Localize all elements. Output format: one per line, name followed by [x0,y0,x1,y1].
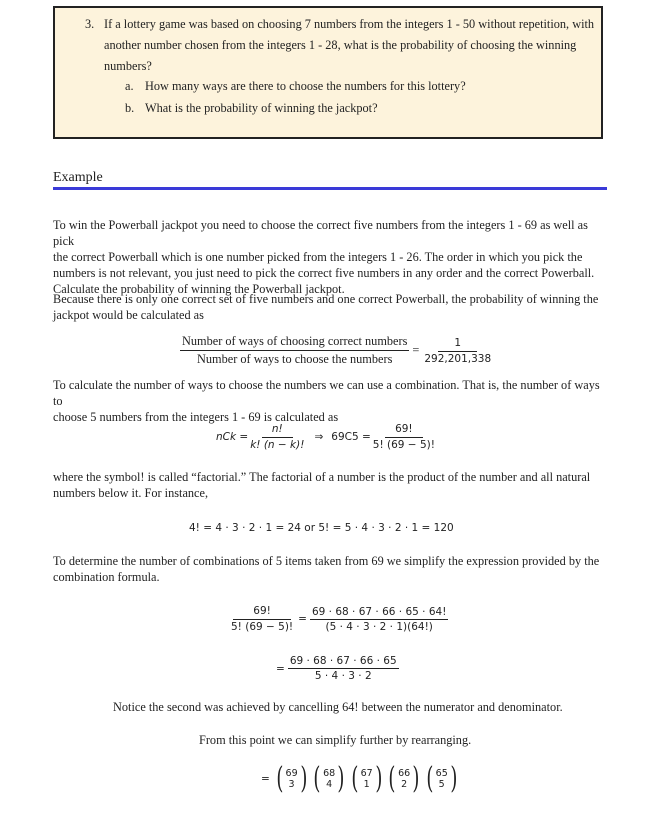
paragraph-3 [53,377,608,425]
equals-sign: = [276,662,285,675]
left-paren: ( [276,761,284,796]
fraction [288,655,399,682]
equals-sign: = [412,343,420,357]
binomial-top: 67 [360,768,373,779]
question-line-2: another number chosen from the integers 1 - 28, what is the probability of choosing the winning [104,38,577,52]
combination-symbol: nCk = [216,431,249,443]
fraction-denominator: Number of ways to choose the numbers [197,352,393,366]
sub-question-b: What is the probability of winning the jackpot? [145,101,378,115]
right-paren: ) [299,761,307,796]
text-line: Calculate the probability of winning the Powerball jackpot. [53,282,345,296]
fraction-denominator: k! (n − k)! [250,439,305,451]
sub-question-a: How many ways are there to choose the numbers for this lottery? [145,79,466,93]
fraction-numerator: 69 · 68 · 67 · 66 · 65 [289,655,397,667]
text-line: Because there is only one correct set of five numbers and one correct Powerball, the probability of winning the [53,292,599,306]
fraction-numerator: Number of ways of choosing correct numbers [180,334,409,351]
question-number: 3. [85,17,95,31]
simplification-step-1 [229,605,448,633]
binomial-row [273,761,461,796]
paragraph-5 [53,553,608,585]
fraction-denominator: 292,201,338 [424,352,492,365]
right-paren: ) [375,761,383,796]
section-heading: Example [53,170,103,185]
binomial-stack [436,768,448,790]
left-paren: ( [426,761,434,796]
right-paren: ) [412,761,420,796]
question-line-3: numbers? [104,59,152,73]
text-line: the correct Powerball which is one number picked from the integers 1 - 26. The order in which you pick the [53,250,583,264]
text-line: To determine the number of combinations of 5 items taken from 69 we simplify the expression provided by the [53,554,600,568]
sub-question-a-label: a. [125,79,134,93]
fraction [229,605,295,633]
text-line: where the symbol! is called “factorial.” The factorial of a number is the product of the number and all natural [53,470,591,484]
note-2: From this point we can simplify further by rearranging. [199,733,472,747]
binomial-bottom: 5 [438,779,445,790]
text-line: jackpot would be calculated as [53,308,204,322]
text-line: To win the Powerball jackpot you need to choose the correct five numbers from the integers 1 - 69 as well as pick [53,218,588,248]
combination-formula [216,423,437,451]
paragraph-4 [53,469,608,501]
fraction-denominator: 5! (69 − 5)! [372,439,435,451]
text-line: numbers below it. For instance, [53,486,209,500]
fraction-numerator: 1 [438,337,477,352]
equals-sign: = [298,613,307,625]
binomial-bottom: 2 [401,779,408,790]
paragraph-1 [53,217,608,297]
fraction [310,606,448,633]
binomial-top: 66 [398,768,411,779]
question-line-1: If a lottery game was based on choosing 7 numbers from the integers 1 - 50 without repetition, with [104,17,595,31]
heading-rule [53,187,607,190]
binomial-stack [323,768,335,790]
fraction [422,337,493,365]
fraction-numerator: 69! [385,423,423,438]
binomial-product [258,761,460,796]
fraction-numerator: n! [262,423,293,438]
fraction [248,423,306,451]
binomial-coefficient [311,761,347,796]
text-line: To calculate the number of ways to choose the numbers we can use a combination. That is, the number of ways to [53,378,600,408]
note-1: Notice the second was achieved by cancelling 64! between the numerator and denominator. [113,700,563,714]
fraction-denominator: 5! (69 − 5)! [231,621,294,633]
fraction [180,334,409,367]
binomial-stack [398,768,410,790]
probability-equation [180,334,493,367]
fraction-denominator: 5 · 4 · 3 · 2 [314,670,372,682]
binomial-top: 69 [285,768,298,779]
binomial-stack [361,768,373,790]
left-paren: ( [351,761,359,796]
paragraph-2 [53,291,608,323]
fraction-numerator: 69! [233,605,291,620]
fraction [371,423,437,451]
binomial-top: 68 [323,768,336,779]
binomial-coefficient [274,761,310,796]
text-line: numbers is not relevant, you just need to pick the correct five numbers in any order and the correct Powerball. [53,266,595,280]
left-paren: ( [388,761,396,796]
factorial-examples: 4! = 4 · 3 · 2 · 1 = 24 or 5! = 5 · 4 · 3 · 2 · 1 = 120 [189,522,454,534]
equals-sign: = [261,773,270,785]
question-box [53,6,603,139]
combination-symbol: 69C5 = [331,431,371,443]
binomial-coefficient [386,761,422,796]
sub-question-b-label: b. [125,101,135,115]
right-paren: ) [450,761,458,796]
binomial-bottom: 4 [326,779,333,790]
binomial-stack [286,768,298,790]
binomial-coefficient [424,761,460,796]
right-paren: ) [337,761,345,796]
fraction-denominator: (5 · 4 · 3 · 2 · 1)(64!) [325,620,433,633]
left-paren: ( [313,761,321,796]
implies-arrow: ⇒ [314,431,324,443]
text-line: combination formula. [53,570,160,584]
binomial-bottom: 3 [288,779,295,790]
fraction-numerator: 69 · 68 · 67 · 66 · 65 · 64! [311,605,447,618]
binomial-coefficient [349,761,385,796]
simplification-step-2 [273,655,399,682]
text-line: choose 5 numbers from the integers 1 - 69 is calculated as [53,410,339,424]
binomial-bottom: 1 [363,779,370,790]
binomial-top: 65 [435,768,448,779]
